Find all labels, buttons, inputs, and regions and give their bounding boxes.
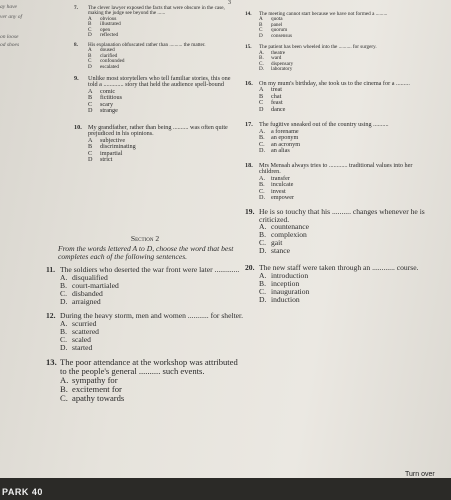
option-text: clarified xyxy=(100,52,118,59)
question-item xyxy=(74,125,240,164)
option-text: excitement for xyxy=(72,383,122,394)
right-column xyxy=(245,12,430,307)
answer-option xyxy=(74,33,240,38)
question-stem xyxy=(74,6,240,17)
answer-option xyxy=(74,108,240,115)
option-text: escalated xyxy=(100,63,120,70)
option-letter: B xyxy=(259,92,264,100)
option-letter: D xyxy=(259,32,263,39)
option-text: strange xyxy=(100,107,118,115)
option-letter: B xyxy=(88,94,93,102)
option-letter: B. xyxy=(259,134,265,142)
option-text: obvious xyxy=(100,15,117,22)
option-letter: C xyxy=(259,27,263,34)
option-text: laboratory xyxy=(271,66,293,73)
option-text: dispensary xyxy=(271,60,294,67)
option-text: stance xyxy=(271,246,290,256)
option-text: inception xyxy=(271,279,300,289)
question-stem xyxy=(245,12,430,17)
option-letter: B. xyxy=(259,230,266,240)
question-number: 10. xyxy=(74,123,82,131)
option-text: reflected xyxy=(100,32,119,39)
question-stem xyxy=(245,122,430,129)
question-text: During the heavy storm, men and women ........... for shelter. xyxy=(60,310,244,320)
option-text: arraigned xyxy=(72,296,101,306)
option-letter: D. xyxy=(259,295,267,305)
question-stem xyxy=(245,45,430,50)
option-text: fictitious xyxy=(100,94,122,102)
option-letter: D. xyxy=(259,194,266,202)
question-number: 9. xyxy=(74,74,79,82)
option-text: discriminating xyxy=(100,143,136,151)
option-letter: B xyxy=(88,143,93,151)
option-text: subjective xyxy=(100,136,126,144)
left-margin-fragment: on loose xyxy=(0,34,19,40)
question-text: The soldiers who deserted the war front were later ............. xyxy=(60,264,240,274)
option-letter: B. xyxy=(259,181,265,189)
answer-option xyxy=(46,394,244,403)
background-surface xyxy=(0,478,451,500)
question-text: Unlike most storytellers who tell familiar stories, this one told a ............. story that held the audience spell-bound xyxy=(88,74,231,89)
page-number: 3 xyxy=(228,0,231,6)
option-letter: A. xyxy=(259,49,265,56)
option-text: inculcate xyxy=(271,181,294,189)
turn-over-note: Turn over xyxy=(405,471,435,478)
question-text: On my mum's birthday, she took us to the cinema for a ......... xyxy=(259,79,410,87)
option-text: scary xyxy=(100,100,114,108)
option-letter: D. xyxy=(259,147,266,155)
option-letter: B xyxy=(88,52,92,59)
question-item xyxy=(46,358,244,403)
option-letter: D xyxy=(88,156,93,164)
question-stem xyxy=(46,312,244,320)
question-item xyxy=(245,208,430,256)
question-stem xyxy=(245,208,430,224)
option-text: quota xyxy=(271,16,283,23)
option-text: consensus xyxy=(271,32,293,39)
option-letter: A. xyxy=(259,271,267,281)
option-letter: A. xyxy=(60,272,68,282)
question-number: 7. xyxy=(74,5,78,11)
option-text: comic xyxy=(100,87,116,95)
option-text: panel xyxy=(271,21,283,28)
left-margin-fragment: ver any of xyxy=(0,14,22,20)
option-letter: D. xyxy=(259,246,267,256)
left-margin-fragment: od shoes xyxy=(0,42,20,48)
question-item xyxy=(245,45,430,72)
option-letter: C xyxy=(259,99,264,107)
option-text: doused xyxy=(100,47,115,54)
question-item xyxy=(74,43,240,70)
question-item xyxy=(74,6,240,39)
question-stem xyxy=(245,81,430,88)
option-text: gait xyxy=(271,238,283,248)
option-letter: C. xyxy=(60,392,68,403)
question-item xyxy=(245,122,430,155)
option-text: open xyxy=(100,26,111,33)
option-letter: A. xyxy=(60,318,68,328)
question-text: The clever lawyer exposed the facts that were obscure in the case, making the judge see beyond the ...... xyxy=(88,5,225,17)
question-number: 13. xyxy=(46,356,57,367)
option-letter: C. xyxy=(60,334,67,344)
option-letter: D. xyxy=(259,66,265,73)
option-letter: C. xyxy=(60,288,67,298)
question-stem xyxy=(74,125,240,138)
option-text: theatre xyxy=(271,49,286,56)
option-letter: D xyxy=(88,32,92,39)
question-stem xyxy=(46,358,244,376)
question-number: 17. xyxy=(245,121,253,129)
question-item xyxy=(245,12,430,39)
question-number: 16. xyxy=(245,79,253,87)
option-text: inauguration xyxy=(271,287,310,297)
question-number: 19. xyxy=(245,206,255,216)
option-letter: D. xyxy=(60,296,68,306)
question-number: 14. xyxy=(245,11,252,17)
option-letter: D xyxy=(259,105,264,113)
answer-option xyxy=(245,247,430,255)
option-text: treat xyxy=(271,86,282,94)
option-letter: B. xyxy=(259,55,264,62)
question-text: The meeting cannot start because we have not formed a ......... xyxy=(259,11,388,17)
section-instruction: From the words lettered A to D, choose the word that best completes each of the following sentences. xyxy=(58,243,234,261)
option-letter: B. xyxy=(60,326,67,336)
option-letter: C xyxy=(88,58,92,65)
option-letter: A xyxy=(88,136,93,144)
option-text: transfer xyxy=(271,174,290,182)
question-stem xyxy=(245,264,430,272)
option-letter: A. xyxy=(259,174,266,182)
section-title: Section 2 xyxy=(130,234,160,243)
question-text: The new staff were taken through an ............ course. xyxy=(259,263,419,273)
option-letter: C xyxy=(88,149,93,157)
option-letter: A xyxy=(259,86,264,94)
option-letter: A. xyxy=(259,222,267,232)
option-text: court-martialed xyxy=(72,280,119,290)
option-text: countenance xyxy=(271,222,309,232)
option-letter: A. xyxy=(60,374,69,385)
question-stem xyxy=(46,266,244,274)
option-letter: A xyxy=(88,47,92,54)
option-text: strict xyxy=(100,156,113,164)
option-text: an acronym xyxy=(271,140,301,148)
option-letter: D. xyxy=(60,342,68,352)
question-number: 8. xyxy=(74,41,78,48)
question-number: 20. xyxy=(245,263,255,273)
answer-option xyxy=(74,157,240,164)
question-text: The poor attendance at the workshop was attributed to the people's general .......... such events. xyxy=(60,356,238,376)
option-letter: D xyxy=(88,63,92,70)
question-stem xyxy=(74,76,240,89)
answer-option xyxy=(245,195,430,202)
option-letter: C. xyxy=(259,287,266,297)
option-text: an alias xyxy=(271,147,290,155)
option-letter: A xyxy=(88,15,92,22)
answer-option xyxy=(245,148,430,155)
question-number: 18. xyxy=(245,161,253,169)
question-item xyxy=(245,163,430,202)
option-text: apathy towards xyxy=(72,392,125,403)
option-letter: C. xyxy=(259,187,265,195)
option-text: dance xyxy=(271,105,286,113)
left-column-top xyxy=(74,6,240,167)
answer-option xyxy=(245,296,430,304)
option-text: induction xyxy=(271,295,300,305)
question-item xyxy=(245,81,430,114)
question-item xyxy=(46,266,244,306)
left-margin-fragment: ay have xyxy=(0,4,17,10)
option-letter: A. xyxy=(259,127,266,135)
option-letter: C xyxy=(88,100,93,108)
question-text: Mrs Mensah always tries to ............ traditional values into her children. xyxy=(259,161,413,176)
option-text: scaled xyxy=(72,334,91,344)
question-number: 15. xyxy=(245,44,252,51)
option-text: impartial xyxy=(100,149,123,157)
footer-label: PARK 40 xyxy=(2,487,43,497)
option-letter: B xyxy=(88,21,92,28)
option-letter: B. xyxy=(259,279,266,289)
question-number: 11. xyxy=(46,264,56,274)
option-text: a forename xyxy=(271,127,299,135)
question-number: 12. xyxy=(46,310,56,320)
question-item xyxy=(74,76,240,115)
option-text: invest xyxy=(271,187,286,195)
option-text: scattered xyxy=(72,326,99,336)
option-letter: A xyxy=(259,16,263,23)
option-text: introduction xyxy=(271,271,309,281)
question-text: His explanation obfuscated rather than .......... the matter. xyxy=(88,41,206,48)
answer-option xyxy=(46,298,244,306)
option-text: disbanded xyxy=(72,288,103,298)
option-letter: B. xyxy=(60,383,68,394)
option-letter: B. xyxy=(60,280,67,290)
option-text: sympathy for xyxy=(72,374,118,385)
option-text: complexion xyxy=(271,230,307,240)
option-letter: C. xyxy=(259,238,266,248)
question-text: The patient has been wheeled into the .......... for surgery. xyxy=(259,44,377,51)
answer-option xyxy=(74,65,240,70)
answer-option xyxy=(46,344,244,352)
option-text: disqualified xyxy=(72,272,108,282)
option-letter: C. xyxy=(259,60,264,67)
question-item xyxy=(245,264,430,304)
answer-option xyxy=(245,67,430,72)
option-text: confounded xyxy=(100,58,125,65)
option-letter: D xyxy=(88,107,93,115)
left-column-section2 xyxy=(46,235,244,406)
question-text: He is so touchy that his .......... changes whenever he is criticized. xyxy=(259,206,425,224)
question-stem xyxy=(74,43,240,48)
answer-option xyxy=(245,34,430,39)
option-text: feast xyxy=(271,99,283,107)
option-letter: A xyxy=(88,87,93,95)
question-item xyxy=(46,312,244,352)
question-stem xyxy=(245,163,430,176)
option-letter: B xyxy=(259,21,263,28)
option-text: illustrated xyxy=(100,21,121,28)
option-letter: C. xyxy=(259,140,265,148)
question-text: My grandfather, rather than being .......... was often quite prejudiced in his opinions. xyxy=(88,123,228,138)
option-text: ward xyxy=(271,55,282,62)
option-text: started xyxy=(72,342,93,352)
option-letter: C xyxy=(88,26,92,33)
option-text: an eponym xyxy=(271,134,299,142)
option-text: chat xyxy=(271,92,282,100)
option-text: quorum xyxy=(271,27,288,34)
question-text: The fugitive sneaked out of the country using .......... xyxy=(259,121,389,129)
option-text: empower xyxy=(271,194,295,202)
answer-option xyxy=(245,107,430,114)
option-text: scurried xyxy=(72,318,97,328)
